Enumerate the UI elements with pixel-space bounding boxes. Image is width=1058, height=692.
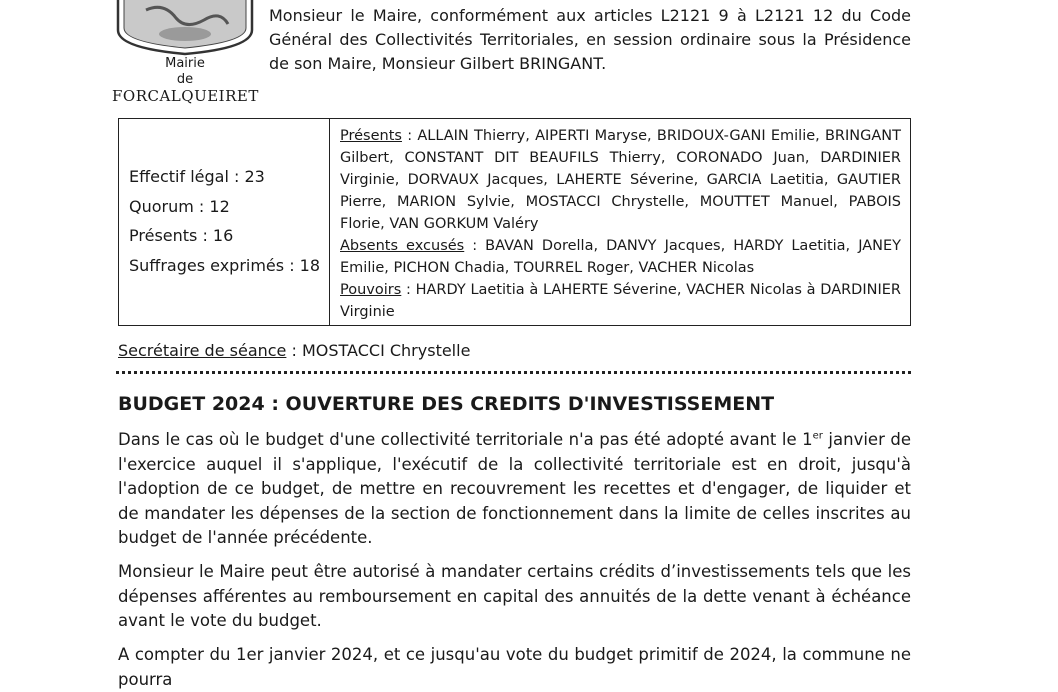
presents-label: Présents (340, 128, 402, 144)
paragraph-3: A compter du 1er janvier 2024, et ce jusqu'au vote du budget primitif de 2024, la commune ne pourra (118, 645, 911, 689)
stat-effectif-legal: Effectif légal : 23 (129, 167, 265, 186)
logo-line-town: FORCALQUEIRET (112, 87, 259, 105)
section-heading: BUDGET 2024 : OUVERTURE DES CREDITS D'INVESTISSEMENT (118, 393, 775, 415)
stat-suffrages: Suffrages exprimés : 18 (129, 256, 321, 275)
presents-names: : ALLAIN Thierry, AIPERTI Maryse, BRIDOUX-GANI Emilie, BRINGANT Gilbert, CONSTANT DIT BEAUFILS Thierry, CORONADO Juan, DARDINIER Virginie, DORVAUX Jacques, LAHERTE Séverine, GARCIA Laetitia, GAUTIER Pierre, MARION Sylvie, MOSTACCI Chrystelle, MOUTTET Manuel, PABOIS Florie, VAN GORKUM Valéry (340, 128, 901, 232)
logo-line-mairie: Mairie (165, 56, 205, 71)
paragraph-1 (118, 428, 911, 551)
paragraph-1-part-b: janvier de l'exercice auquel il s'applique, l'exécutif de la collectivité territoriale est en droit, jusqu'à l'adoption de ce budget, de mettre en recouvrement les recettes et d'engager, de liquider et de mandater les dépenses de la section de fonctionnement dans la limite de celles inscrites au budget de l'année précédente. (118, 430, 911, 547)
town-logo (112, 0, 258, 108)
paragraph-1-part-a: Dans le cas où le budget d'une collectivité territoriale n'a pas été adopté avant le 1 (118, 430, 813, 449)
pouvoirs-list (340, 279, 901, 323)
secretaire-de-seance (118, 340, 470, 362)
presents-list (340, 125, 901, 235)
absents-label: Absents excusés (340, 238, 465, 254)
attendance-stats-cell (119, 119, 330, 325)
pouvoirs-label: Pouvoirs (340, 282, 402, 298)
stat-quorum: Quorum : 12 (129, 197, 230, 216)
attendance-table (118, 118, 911, 326)
attendance-members-cell (340, 125, 901, 323)
secretaire-value: : MOSTACCI Chrystelle (286, 341, 471, 360)
session-header-text: Monsieur le Maire, conformément aux articles L2121 9 à L2121 12 du Code Général des Collectivités Territoriales, en session ordinaire sous la Présidence de son Maire, Monsieur Gilbert BRINGANT. (269, 6, 911, 73)
absents-list (340, 235, 901, 279)
stat-presents: Présents : 16 (129, 226, 234, 245)
pouvoirs-names: : HARDY Laetitia à LAHERTE Séverine, VACHER Nicolas à DARDINIER Virginie (340, 282, 901, 320)
dotted-divider (116, 371, 911, 374)
paragraph-2: Monsieur le Maire peut être autorisé à mandater certains crédits d’investissements tels que les dépenses afférentes au remboursement en capital des annuités de la dette venant à échéance avant le vote du budget. (118, 562, 911, 630)
absents-names: : BAVAN Dorella, DANVY Jacques, HARDY Laetitia, JANEY Emilie, PICHON Chadia, TOURREL Roger, VACHER Nicolas (340, 238, 901, 276)
coat-of-arms-icon (116, 0, 254, 56)
logo-line-de: de (176, 72, 194, 87)
paragraph-1-superscript: er (812, 430, 823, 442)
secretaire-label: Secrétaire de séance (118, 341, 287, 360)
